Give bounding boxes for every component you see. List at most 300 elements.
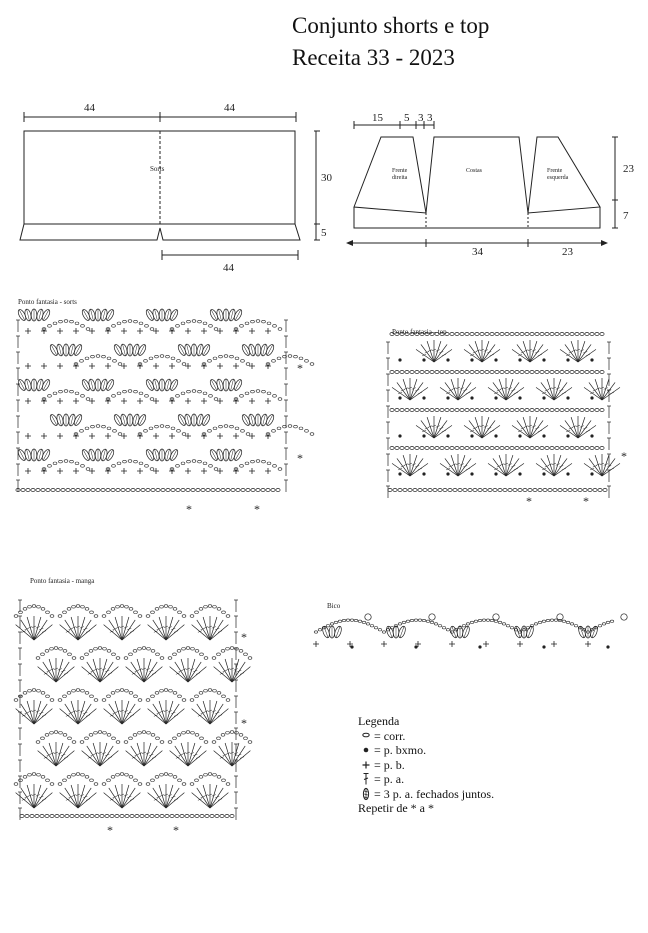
- chain-stitch: [100, 814, 104, 817]
- chain-stitch: [139, 322, 143, 325]
- chain-stitch: [545, 446, 549, 449]
- chain-stitch: [246, 363, 250, 366]
- chain-stitch: [160, 355, 164, 358]
- double-crochet-stitch: [78, 701, 85, 724]
- stitch-bar: [66, 631, 70, 633]
- double-crochet-stitch: [109, 620, 122, 640]
- chain-stitch: [125, 690, 129, 693]
- chain-stitch: [244, 737, 248, 740]
- cluster-stem: [71, 414, 74, 426]
- chain-stitch: [76, 605, 80, 608]
- chain-stitch: [510, 446, 514, 449]
- chain-stitch: [155, 692, 159, 695]
- chain-stitch: [408, 488, 412, 491]
- cluster-stitch: [191, 344, 197, 356]
- chain-stitch: [186, 731, 190, 734]
- double-crochet-stitch: [144, 743, 151, 766]
- chain-stitch: [545, 370, 549, 373]
- chain-stitch: [550, 446, 554, 449]
- chain-stitch: [95, 814, 99, 817]
- cluster-stem: [91, 379, 94, 391]
- cluster-stem: [27, 309, 30, 321]
- chain-stitch: [602, 623, 606, 625]
- double-crochet-stitch: [554, 379, 561, 400]
- chain-stitch: [60, 814, 64, 817]
- stitch-bar: [22, 631, 26, 633]
- repeat-mark: *: [107, 823, 113, 837]
- chain-stitch: [129, 776, 133, 779]
- chain-stitch: [342, 619, 346, 621]
- chain-stitch: [166, 488, 170, 491]
- chain-stitch: [195, 650, 199, 653]
- chain-stitch: [151, 650, 155, 653]
- chain-stitch: [415, 408, 419, 411]
- chain-stitch: [426, 620, 430, 622]
- double-crochet-stitch: [153, 788, 166, 808]
- chain-stitch: [63, 695, 67, 698]
- slip-stitch: [414, 645, 417, 648]
- stitch-bar: [108, 673, 112, 675]
- stitch-bar: [198, 799, 202, 801]
- double-crochet-stitch: [78, 704, 91, 724]
- chain-stitch: [515, 446, 519, 449]
- single-crochet-stitch: [137, 398, 143, 404]
- double-crochet-stitch: [458, 379, 465, 400]
- single-crochet-stitch: [73, 468, 79, 474]
- stitch-bar: [466, 468, 470, 470]
- double-crochet-stitch: [530, 420, 543, 438]
- chain-stitch: [32, 605, 36, 608]
- chain-stitch: [76, 488, 80, 491]
- cluster-stem: [235, 380, 241, 391]
- chain-stitch: [192, 320, 196, 323]
- chain-stitch: [58, 615, 62, 618]
- chain-stitch: [135, 814, 139, 817]
- chain-stitch: [120, 814, 124, 817]
- chain-stitch: [535, 446, 539, 449]
- slip-stitch: [470, 472, 473, 475]
- chain-stitch: [107, 650, 111, 653]
- chain-stitch: [72, 741, 76, 744]
- chain-stitch: [182, 363, 186, 366]
- chain-stitch: [550, 332, 554, 335]
- double-crochet-stitch: [554, 382, 567, 400]
- double-crochet-stitch: [578, 344, 591, 362]
- chain-stitch: [61, 488, 65, 491]
- chain-stitch: [418, 488, 422, 491]
- repeat-mark: *: [583, 494, 589, 508]
- chain-stitch: [430, 446, 434, 449]
- stitch-bar: [86, 799, 90, 801]
- chain-stitch: [90, 611, 94, 614]
- chain-stitch: [59, 648, 63, 651]
- cluster-stitch: [201, 413, 212, 426]
- stitch-bar: [110, 715, 114, 717]
- chain-stitch: [123, 390, 127, 393]
- slip-stitch: [422, 434, 425, 437]
- slip-stitch: [590, 434, 593, 437]
- cluster-stem: [139, 415, 145, 426]
- chain-stitch: [116, 488, 120, 491]
- chain-stitch: [208, 773, 212, 776]
- chain-stitch: [125, 814, 129, 817]
- chain-stitch: [37, 606, 41, 609]
- single-crochet-stitch: [313, 641, 319, 647]
- chain-stitch: [523, 488, 527, 491]
- chain-stitch: [156, 488, 160, 491]
- chain-stitch: [470, 408, 474, 411]
- chain-stitch: [196, 488, 200, 491]
- repeat-mark: *: [297, 451, 303, 465]
- chain-stitch: [403, 488, 407, 491]
- single-crochet-stitch: [121, 468, 127, 474]
- chain-stitch: [540, 446, 544, 449]
- chain-stitch: [48, 395, 52, 398]
- chain-stitch: [525, 370, 529, 373]
- chain-stitch: [133, 734, 137, 737]
- cluster-stitch: [241, 343, 252, 356]
- chain-stitch: [107, 734, 111, 737]
- slip-stitch: [566, 472, 569, 475]
- chain-stitch: [374, 627, 378, 629]
- chain-stitch: [566, 621, 570, 623]
- chain-stitch: [405, 408, 409, 411]
- stitch-bar: [22, 715, 26, 717]
- chain-stitch: [585, 332, 589, 335]
- double-crochet-stitch: [554, 458, 567, 476]
- double-crochet-stitch: [21, 620, 34, 640]
- cluster-stem: [27, 449, 30, 461]
- chain-stitch: [538, 621, 542, 623]
- stitch-bar: [198, 631, 202, 633]
- slip-stitch: [518, 434, 521, 437]
- cluster-stem: [43, 310, 49, 321]
- double-crochet-stitch: [144, 746, 157, 766]
- chain-stitch: [510, 627, 514, 629]
- slip-stitch: [446, 434, 449, 437]
- chain-stitch: [134, 779, 138, 782]
- chain-stitch: [85, 814, 89, 817]
- single-crochet-stitch: [153, 433, 159, 439]
- chain-stitch: [150, 398, 154, 401]
- chain-stitch: [256, 320, 260, 323]
- chain-stitch: [294, 355, 298, 358]
- stitch-bar: [240, 757, 244, 759]
- chain-stitch: [171, 357, 175, 360]
- slip-stitch: [470, 358, 473, 361]
- double-crochet-stitch: [56, 659, 63, 682]
- double-crochet-stitch: [34, 704, 47, 724]
- chain-stitch: [330, 623, 334, 625]
- cluster-stem: [91, 309, 94, 321]
- chain-stitch: [450, 446, 454, 449]
- slip-stitch: [518, 358, 521, 361]
- chain-stitch: [455, 446, 459, 449]
- chain-stitch: [438, 625, 442, 627]
- chain-stitch: [510, 370, 514, 373]
- chain-stitch: [149, 357, 153, 360]
- chain-stitch: [164, 689, 168, 692]
- cluster-stitch: [95, 309, 101, 321]
- chain-stitch: [590, 408, 594, 411]
- double-crochet-stitch: [210, 625, 228, 640]
- stitch-bar: [130, 799, 134, 801]
- chain-stitch: [116, 606, 120, 609]
- chain-stitch: [214, 468, 218, 471]
- stitch-bar: [198, 715, 202, 717]
- single-crochet-stitch: [57, 398, 63, 404]
- chain-stitch: [213, 427, 217, 430]
- single-crochet-stitch: [57, 468, 63, 474]
- chain-stitch: [155, 814, 159, 817]
- chain-stitch: [41, 608, 45, 611]
- dim-shorts-top-right: 44: [224, 102, 235, 114]
- chain-stitch: [226, 648, 230, 651]
- chain-stitch: [56, 488, 60, 491]
- chain-stitch: [430, 408, 434, 411]
- chain-stitch: [490, 370, 494, 373]
- chain-stitch: [430, 370, 434, 373]
- slip-stitch: [398, 434, 401, 437]
- chain-stitch: [226, 783, 230, 786]
- chain-stitch: [103, 648, 107, 651]
- chain-stitch: [98, 647, 102, 650]
- chain-stitch: [485, 446, 489, 449]
- chain-stitch: [490, 332, 494, 335]
- chain-stitch: [50, 648, 54, 651]
- cluster-stem: [107, 450, 113, 461]
- chain-stitch: [240, 325, 244, 328]
- chain-stitch: [28, 606, 32, 609]
- chain-stitch: [224, 355, 228, 358]
- chain-stitch: [23, 776, 27, 779]
- chain-stitch: [251, 488, 255, 491]
- top-schematic: [350, 121, 618, 247]
- chain-stitch: [50, 615, 54, 618]
- chain-stitch: [81, 465, 85, 468]
- repeat-mark: *: [241, 716, 247, 730]
- chain-stitch: [305, 360, 309, 363]
- chain-stitch: [181, 462, 185, 465]
- chain-stitch: [277, 427, 281, 430]
- cluster-stitch: [333, 625, 342, 638]
- stitch-bar: [586, 430, 590, 432]
- repeat-mark: *: [297, 361, 303, 375]
- double-crochet-stitch: [166, 701, 173, 724]
- chain-stitch: [405, 370, 409, 373]
- double-crochet-stitch: [458, 455, 465, 476]
- chain-stitch: [75, 462, 79, 465]
- stitch-bar: [132, 757, 136, 759]
- chain-stitch: [199, 692, 203, 695]
- double-crochet-stitch: [78, 785, 85, 808]
- chain-stitch: [150, 814, 154, 817]
- cluster-stem: [219, 309, 222, 321]
- chain-stitch: [502, 623, 506, 625]
- chain-stitch: [198, 390, 202, 393]
- cluster-stitch: [127, 344, 133, 356]
- chain-stitch: [85, 427, 89, 430]
- double-crochet-stitch: [188, 743, 195, 766]
- chain-stitch: [63, 734, 67, 737]
- cluster-stitch: [223, 379, 229, 391]
- slip-stitch: [422, 472, 425, 475]
- chain-stitch: [126, 488, 130, 491]
- chain-stitch: [390, 408, 394, 411]
- chain-stitch: [241, 488, 245, 491]
- page-title: Conjunto shorts e top: [292, 13, 490, 38]
- chain-stitch: [212, 741, 216, 744]
- chain-stitch: [256, 488, 260, 491]
- chain-stitch: [199, 776, 203, 779]
- chain-stitch: [230, 731, 234, 734]
- chain-stitch: [565, 408, 569, 411]
- chain-stitch: [443, 488, 447, 491]
- chain-stitch: [94, 699, 98, 702]
- chain-stitch: [398, 623, 402, 625]
- slip-stitch: [470, 396, 473, 399]
- chain-stitch: [31, 488, 35, 491]
- chain-stitch: [420, 408, 424, 411]
- chain-stitch: [173, 692, 177, 695]
- double-crochet-stitch: [232, 751, 250, 766]
- stitch-chart-top: [386, 332, 620, 498]
- single-crochet-stitch: [449, 641, 455, 647]
- chain-stitch: [191, 732, 195, 735]
- stitch-bar: [240, 673, 244, 675]
- chain-stitch: [433, 488, 437, 491]
- cluster-stem: [231, 449, 234, 461]
- double-crochet-stitch: [144, 667, 162, 682]
- chain-stitch: [164, 605, 168, 608]
- chain-stitch: [90, 779, 94, 782]
- stitch-bar: [174, 631, 178, 633]
- chain-stitch: [181, 488, 185, 491]
- slip-stitch: [494, 472, 497, 475]
- chain-stitch: [187, 320, 191, 323]
- stitch-bar: [442, 430, 446, 432]
- chain-stitch: [81, 488, 85, 491]
- chain-stitch: [64, 320, 68, 323]
- chain-stitch: [86, 328, 90, 331]
- chain-stitch: [590, 370, 594, 373]
- double-crochet-stitch: [144, 659, 151, 682]
- single-crochet-stitch: [25, 468, 31, 474]
- chain-stitch: [505, 370, 509, 373]
- stitch-bar: [466, 392, 470, 394]
- chain-stitch: [147, 732, 151, 735]
- double-crochet-stitch: [34, 620, 47, 640]
- chain-stitch: [177, 650, 181, 653]
- chain-stitch: [468, 488, 472, 491]
- single-crochet-stitch: [185, 468, 191, 474]
- chain-stitch: [138, 699, 142, 702]
- single-crochet-stitch: [249, 328, 255, 334]
- chain-stitch: [473, 488, 477, 491]
- chain-stitch: [72, 690, 76, 693]
- chain-stitch: [390, 446, 394, 449]
- slip-stitch: [494, 358, 497, 361]
- chain-stitch: [76, 773, 80, 776]
- single-crochet-stitch: [265, 328, 271, 334]
- double-crochet-stitch: [482, 341, 489, 362]
- chain-stitch: [267, 392, 271, 395]
- chain-stitch: [177, 430, 181, 433]
- chain-stitch: [540, 370, 544, 373]
- chain-stitch: [500, 446, 504, 449]
- chain-stitch: [72, 774, 76, 777]
- single-crochet-stitch: [57, 433, 63, 439]
- chain-stitch: [420, 446, 424, 449]
- double-crochet-stitch: [410, 455, 417, 476]
- double-crochet-stitch: [554, 455, 561, 476]
- chain-stitch: [273, 465, 277, 468]
- chain-stitch: [410, 619, 414, 621]
- cluster-stitch: [241, 413, 252, 426]
- double-crochet-stitch: [65, 704, 78, 724]
- chain-stitch: [410, 446, 414, 449]
- chain-stitch: [208, 360, 212, 363]
- double-crochet-stitch: [56, 746, 69, 766]
- double-crochet-stitch: [410, 379, 417, 400]
- chain-stitch: [26, 488, 30, 491]
- chain-stitch: [508, 488, 512, 491]
- chain-stitch: [182, 615, 186, 618]
- chain-stitch: [434, 623, 438, 625]
- chain-stitch: [299, 427, 303, 430]
- chain-stitch: [201, 488, 205, 491]
- stitch-bar: [218, 715, 222, 717]
- chain-stitch: [430, 621, 434, 623]
- chain-stitch: [246, 433, 250, 436]
- chain-stitch: [206, 488, 210, 491]
- stitch-bar: [514, 468, 518, 470]
- legend-text: = p. b.: [374, 757, 405, 772]
- chain-stitch: [112, 653, 116, 656]
- slip-stitch: [446, 472, 449, 475]
- slip-stitch: [566, 396, 569, 399]
- cluster-stitch: [201, 343, 212, 356]
- cluster-stem: [167, 449, 170, 461]
- chain-stitch: [204, 657, 208, 660]
- chain-stitch: [89, 734, 93, 737]
- chain-stitch: [169, 690, 173, 693]
- chain-stitch: [595, 446, 599, 449]
- cluster-stitch: [31, 449, 37, 461]
- chain-stitch: [435, 408, 439, 411]
- chain-stitch: [500, 332, 504, 335]
- double-crochet-stitch: [482, 344, 495, 362]
- chain-stitch: [555, 446, 559, 449]
- chain-stitch: [81, 690, 85, 693]
- chain-stitch: [155, 425, 159, 428]
- chain-stitch: [200, 814, 204, 817]
- single-crochet-stitch: [517, 641, 523, 647]
- double-crochet-stitch: [210, 701, 217, 724]
- chain-stitch: [191, 488, 195, 491]
- chain-stitch: [580, 332, 584, 335]
- chain-stitch: [203, 462, 207, 465]
- stitch-bar: [130, 631, 134, 633]
- chain-stitch: [85, 692, 89, 695]
- stitch-bar: [538, 430, 542, 432]
- cluster-stitch: [223, 309, 229, 321]
- cluster-stem: [39, 309, 42, 321]
- chain-stitch: [438, 488, 442, 491]
- single-crochet-stitch: [233, 363, 239, 369]
- chain-stitch: [117, 392, 121, 395]
- shorts-schematic: [20, 112, 320, 260]
